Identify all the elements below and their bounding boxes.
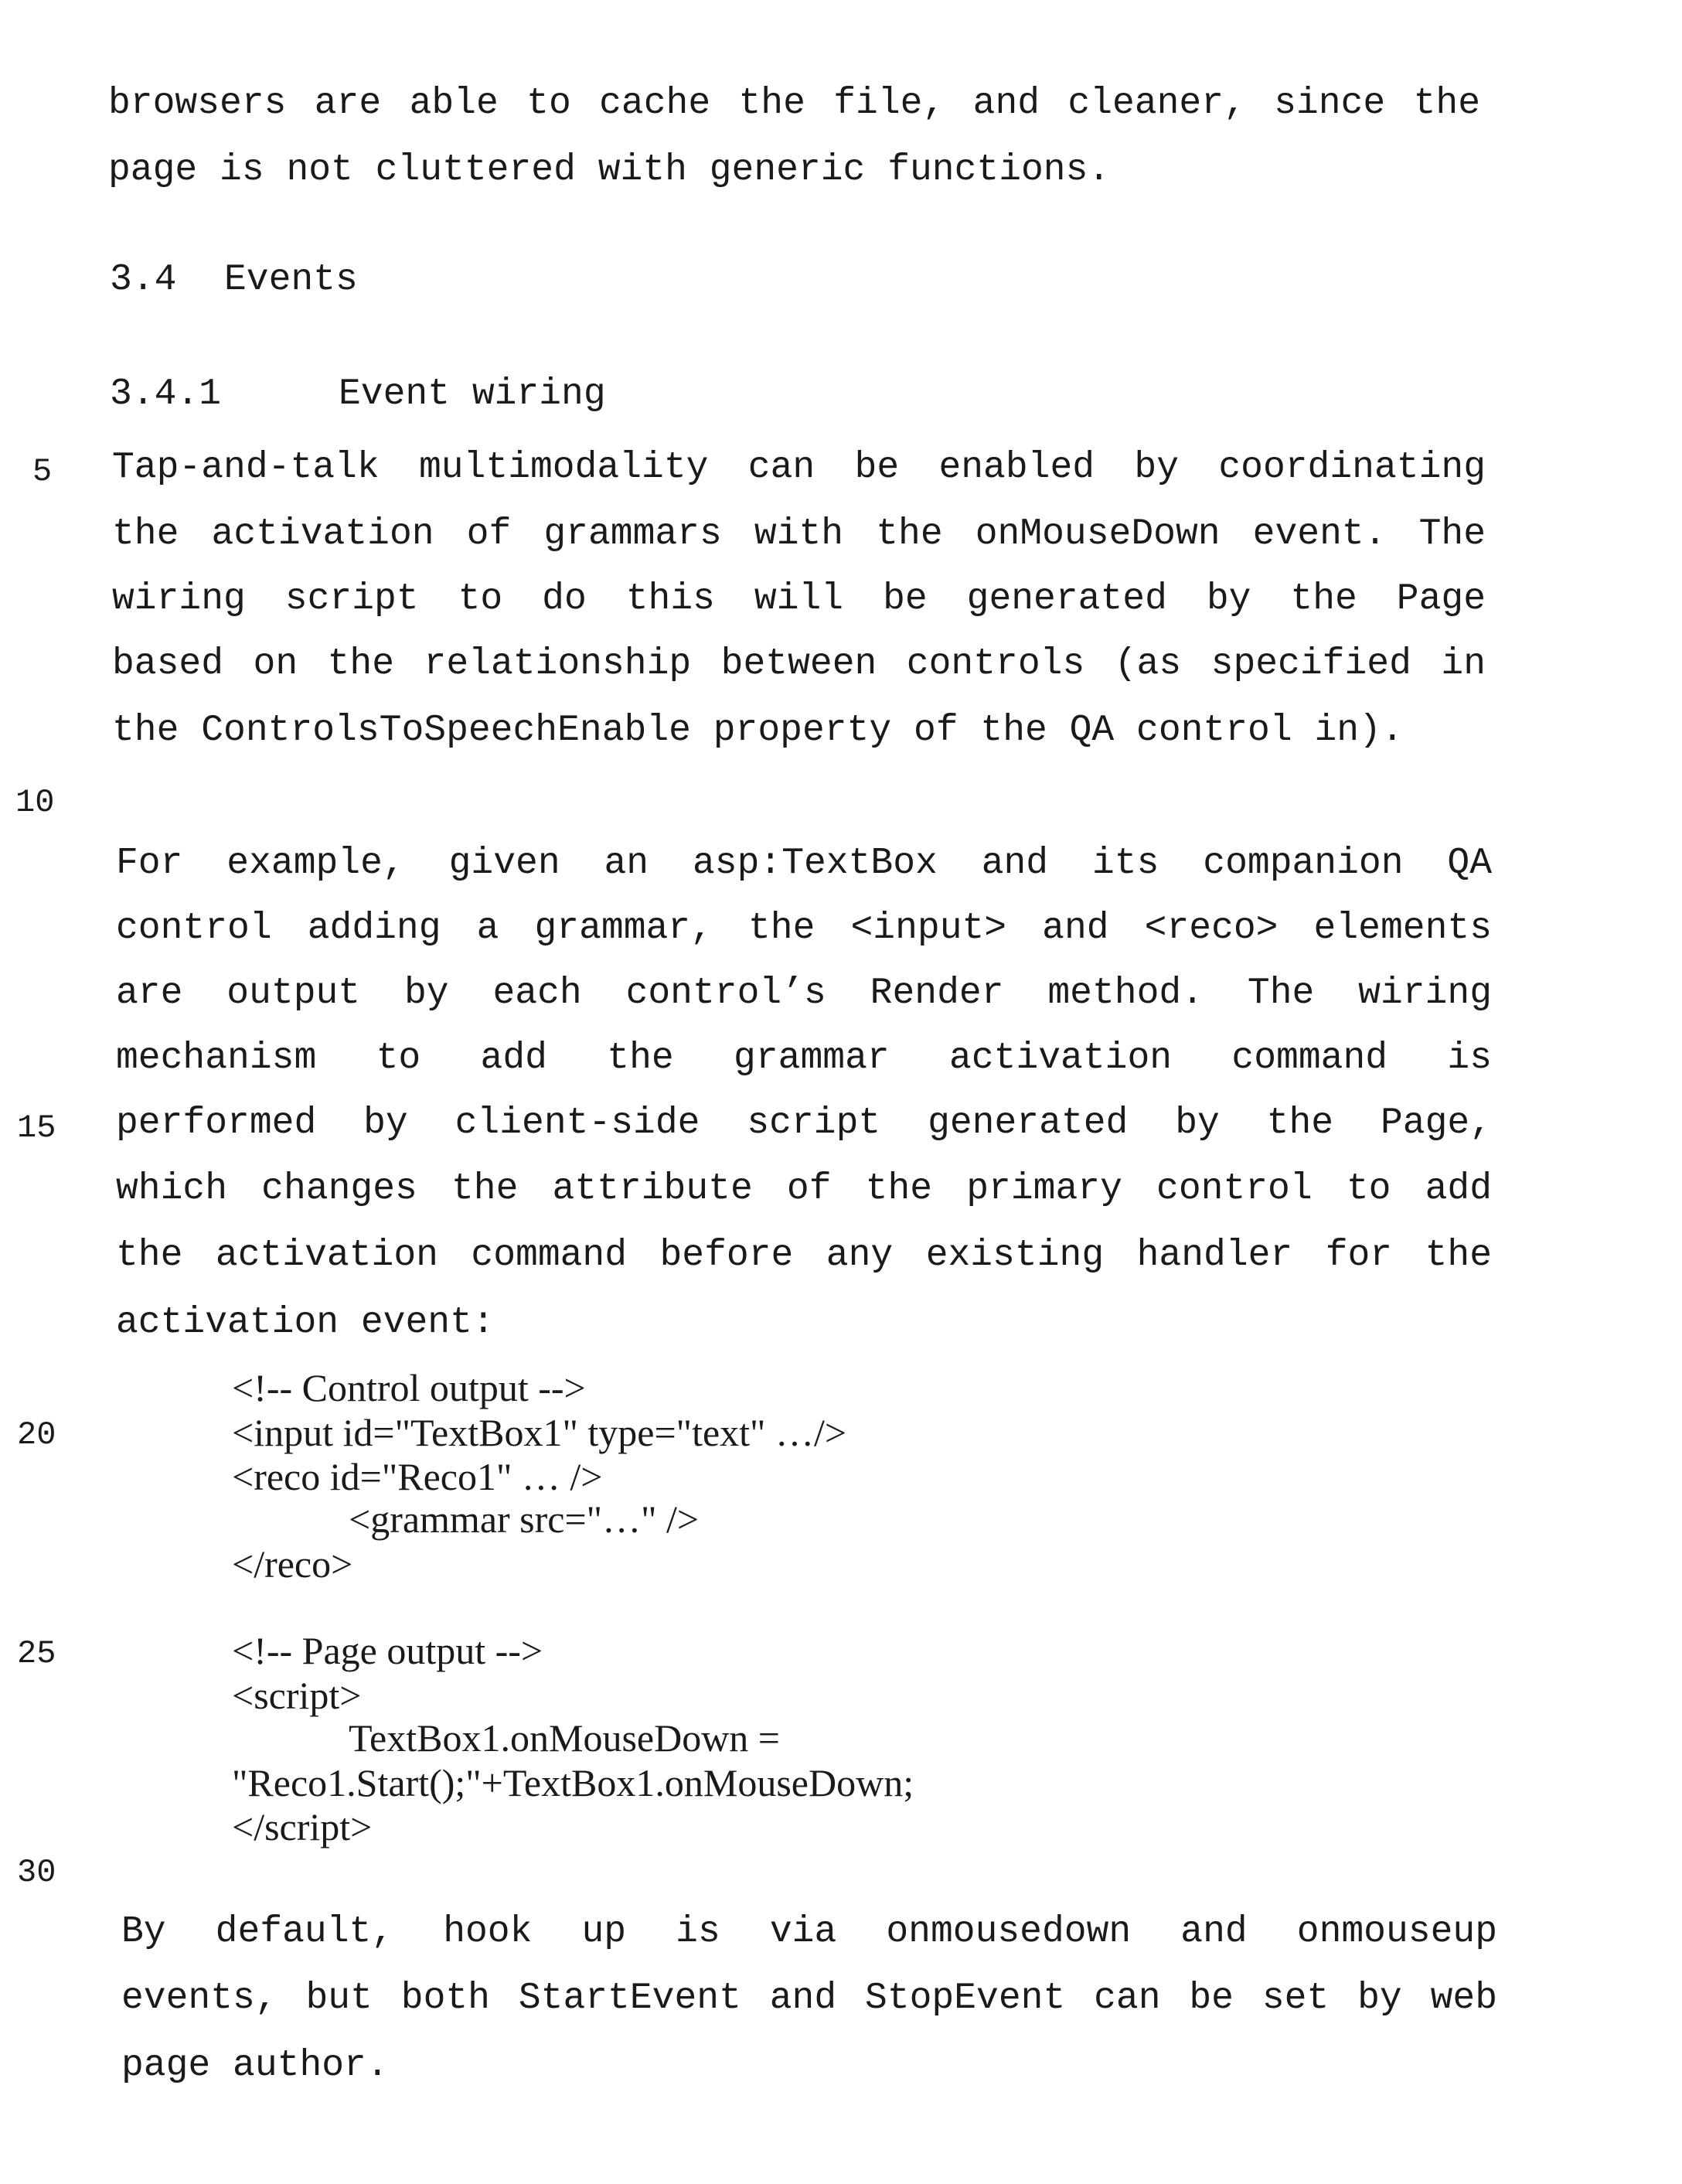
paragraph-line: For example, given an asp:TextBox and its companion QA: [116, 840, 1492, 887]
code-line: "Reco1.Start();"+TextBox1.onMouseDown;: [232, 1760, 914, 1806]
code-line: <!-- Control output -->: [232, 1365, 586, 1411]
code-line: <!-- Page output -->: [232, 1627, 543, 1674]
paragraph-line: mechanism to add the grammar activation command is: [116, 1035, 1492, 1082]
paragraph-line: are output by each control’s Render method. The wiring: [116, 970, 1492, 1017]
paragraph-line: activation event:: [116, 1300, 495, 1346]
intro-line: page is not cluttered with generic functions.: [108, 147, 1110, 193]
paragraph-line: the activation command before any existing handler for the: [116, 1232, 1492, 1279]
section-number: 3.4: [110, 257, 176, 303]
code-line: <reco id="Reco1" … />: [232, 1453, 602, 1500]
paragraph-line: the activation of grammars with the onMouseDown event. The: [112, 511, 1486, 557]
paragraph-line: Tap-and-talk multimodality can be enabled by coordinating: [112, 445, 1486, 491]
paragraph-line: page author.: [121, 2043, 389, 2089]
code-line: <grammar src="…" />: [349, 1496, 699, 1542]
line-number: 20: [17, 1412, 56, 1458]
paragraph-line: performed by client-side script generated by the Page,: [116, 1100, 1492, 1147]
paragraph-line: the ControlsToSpeechEnable property of the QA control in).: [112, 707, 1404, 754]
line-number: 30: [17, 1849, 56, 1896]
paragraph-line: based on the relationship between controls (as specified in: [112, 641, 1486, 687]
paragraph-line: events, but both StartEvent and StopEvent can be set by web: [121, 1975, 1497, 2022]
paragraph-line: which changes the attribute of the primary control to add: [116, 1166, 1492, 1212]
code-line: TextBox1.onMouseDown =: [349, 1715, 780, 1761]
section-title: Events: [224, 257, 358, 303]
code-line: <input id="TextBox1" type="text" …/>: [232, 1409, 846, 1456]
line-number: 15: [17, 1105, 56, 1151]
code-line: </reco>: [232, 1541, 352, 1587]
code-line: </script>: [232, 1804, 372, 1850]
line-number: 10: [15, 779, 54, 826]
intro-line: browsers are able to cache the file, and cleaner, since the: [108, 80, 1480, 127]
line-number: 5: [32, 448, 52, 495]
subsection-title: Event wiring: [339, 371, 606, 417]
paragraph-line: control adding a grammar, the <input> and <reco> elements: [116, 905, 1492, 952]
subsection-number: 3.4.1: [110, 371, 221, 417]
paragraph-line: wiring script to do this will be generated by the Page: [112, 576, 1486, 622]
paragraph-line: By default, hook up is via onmousedown and onmouseup: [121, 1909, 1497, 1955]
code-line: <script>: [232, 1672, 361, 1719]
line-number: 25: [17, 1630, 56, 1677]
